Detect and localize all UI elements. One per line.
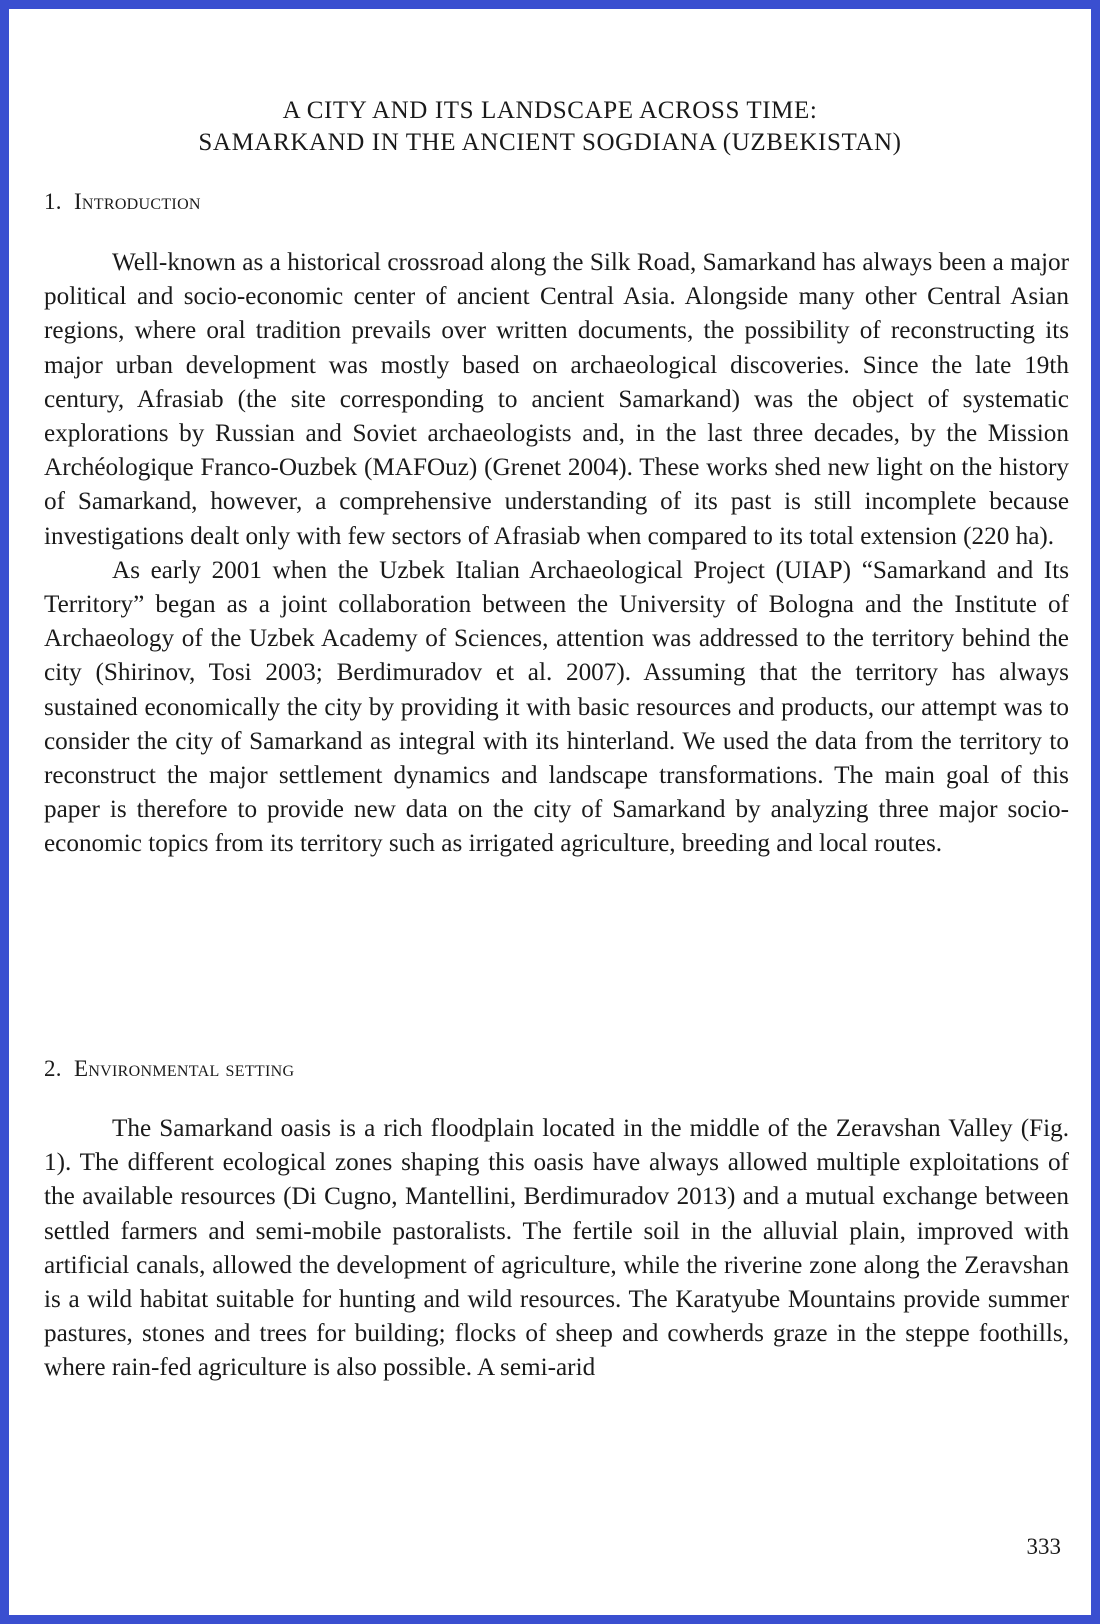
paper-title	[9, 95, 1091, 159]
paragraph: As early 2001 when the Uzbek Italian Archaeological Project (UIAP) “Samarkand and Its Territory” began as a joint collaboration between the University of Bologna and the Institute of Archaeology of the Uzbek Academy of Sciences, attention was addressed to the territory behind the city (Shirinov, Tosi 2003; Berdimuradov et al. 2007). Assuming that the territory has always sustained economically the city by providing it with basic resources and products, our attempt was to consider the city of Samarkand as integral with its hinterland. We used the data from the territory to reconstruct the major settlement dynamics and landscape transformations. The main goal of this paper is therefore to provide new data on the city of Samarkand by analyzing three major socio-economic topics from its territory such as irrigated agriculture, breeding and local routes.	[44, 556, 1069, 858]
section-body-introduction	[44, 246, 1069, 862]
title-line-2: SAMARKAND IN THE ANCIENT SOGDIANA (UZBEKISTAN)	[198, 129, 902, 156]
section-number: 2.	[44, 1056, 62, 1081]
document-page	[9, 9, 1091, 1615]
paragraph: The Samarkand oasis is a rich floodplain located in the middle of the Zeravshan Valley (Fig. 1). The different ecological zones shaping this oasis have always allowed multiple exploitations of the available resources (Di Cugno, Mantellini, Berdimuradov 2013) and a mutual exchange between settled farmers and semi-mobile pastoralists. The fertile soil in the alluvial plain, improved with artificial canals, allowed the development of agriculture, while the riverine zone along the Zeravshan is a wild habitat suitable for hunting and wild resources. The Karatyube Mountains provide summer pastures, stones and trees for building; flocks of sheep and cowherds graze in the steppe foothills, where rain-fed agriculture is also possible. A semi-arid	[44, 1115, 1069, 1382]
section-heading-introduction	[44, 189, 201, 215]
section-heading-environmental-setting	[44, 1056, 294, 1082]
section-title: Introduction	[73, 189, 201, 214]
paragraph: Well-known as a historical crossroad along the Silk Road, Samarkand has always been a major political and socio-economic center of ancient Central Asia. Alongside many other Central Asian regions, where oral tradition prevails over written documents, the possibility of reconstructing its major urban development was mostly based on archaeological discoveries. Since the late 19th century, Afrasiab (the site corresponding to ancient Samarkand) was the object of systematic explorations by Russian and Soviet archaeologists and, in the last three decades, by the Mission Archéologique Franco-Ouzbek (MAFOuz) (Grenet 2004). These works shed new light on the history of Samarkand, however, a comprehensive understanding of its past is still incomplete because investigations dealt only with few sectors of Afrasiab when compared to its total extension (220 ha).	[44, 249, 1069, 550]
section-body-environmental-setting	[44, 1112, 1069, 1386]
section-title: Environmental setting	[73, 1056, 295, 1081]
title-line-1: A CITY AND ITS LANDSCAPE ACROSS TIME:	[282, 97, 818, 124]
section-number: 1.	[44, 189, 62, 214]
page-number: 333	[1026, 1534, 1061, 1559]
